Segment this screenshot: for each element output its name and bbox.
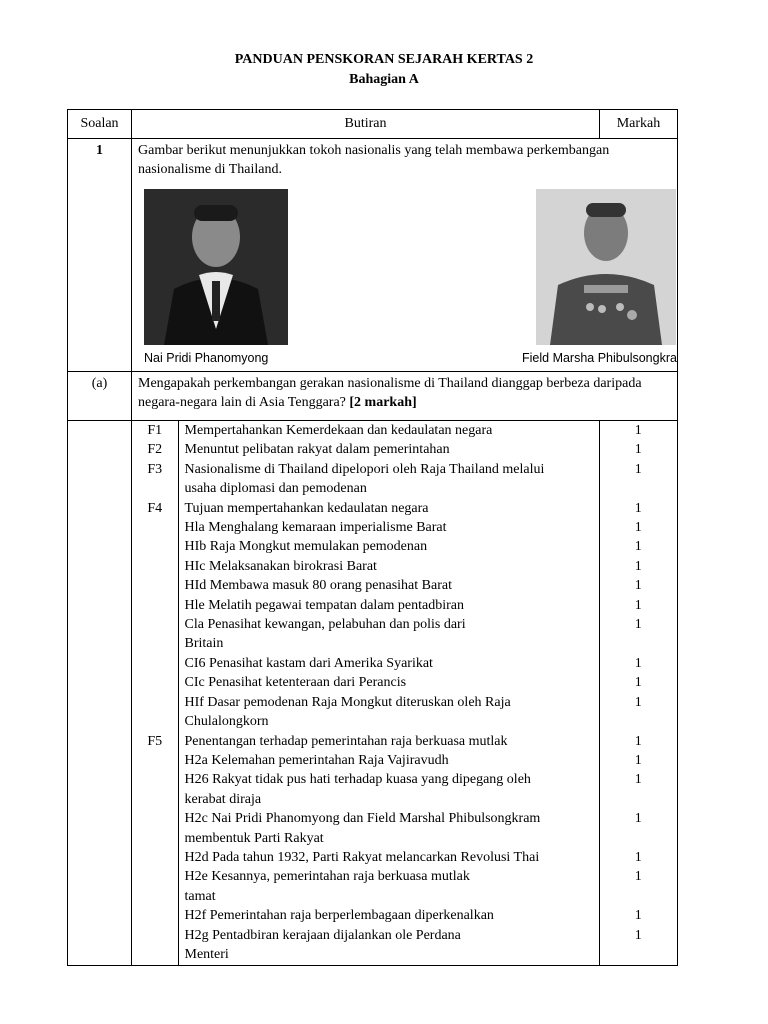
answer-code — [132, 576, 178, 595]
answer-code: F5 — [147, 733, 163, 749]
subquestion-marks: [2 markah] — [349, 395, 417, 410]
answer-row — [132, 460, 677, 479]
answer-row — [132, 732, 677, 751]
answer-text: HIb Raja Mongkut memulakan pemodenan — [178, 537, 599, 556]
answer-text: Britain — [178, 634, 599, 653]
table-header-row — [68, 110, 678, 139]
answer-row — [132, 770, 677, 789]
answer-mark — [599, 945, 677, 965]
scoring-table — [67, 109, 678, 966]
answer-code — [132, 596, 178, 615]
answers-cell — [132, 421, 678, 966]
portrait-photo-pridi — [144, 189, 288, 345]
section-subtitle: Bahagian A — [349, 72, 419, 87]
photo-area — [138, 179, 677, 367]
answer-code — [132, 848, 178, 867]
portrait-photo-phibulsongkram — [536, 189, 676, 345]
answer-text: usaha diplomasi dan pemodenan — [178, 479, 599, 498]
answer-row — [132, 790, 677, 809]
subquestion-row — [68, 372, 678, 421]
answer-text: H2e Kesannya, pemerintahan raja berkuasa mutlak — [178, 867, 599, 886]
answer-row — [132, 537, 677, 556]
answer-mark: 1 — [634, 442, 642, 458]
answer-row — [132, 673, 677, 692]
answer-row — [132, 945, 677, 965]
answer-code — [132, 770, 178, 789]
answer-mark — [599, 790, 677, 809]
answer-mark: 1 — [634, 849, 642, 865]
answer-text: Nasionalisme di Thailand dipelopori oleh Raja Thailand melalui — [178, 460, 599, 479]
answer-code — [132, 887, 178, 906]
answer-text: tamat — [178, 887, 599, 906]
answer-code — [132, 712, 178, 731]
answer-text: Hle Melatih pegawai tempatan dalam pentadbiran — [178, 596, 599, 615]
answer-mark: 1 — [634, 927, 642, 943]
document-title: PANDUAN PENSKORAN SEJARAH KERTAS 2 — [234, 52, 534, 67]
caption-phibulsongkram: Field Marsha Phibulsongkra — [522, 351, 677, 365]
answer-row — [132, 518, 677, 537]
answer-mark: 1 — [634, 675, 642, 691]
header-markah: Markah — [600, 110, 678, 139]
answer-mark: 1 — [634, 733, 642, 749]
answer-code — [132, 867, 178, 886]
answer-code — [132, 809, 178, 828]
answer-mark: 1 — [634, 558, 642, 574]
answer-mark: 1 — [634, 869, 642, 885]
answer-mark — [599, 829, 677, 848]
answer-text: HIf Dasar pemodenan Raja Mongkut diteruskan oleh Raja — [178, 693, 599, 712]
answer-code — [132, 790, 178, 809]
answer-text: HId Membawa masuk 80 orang penasihat Barat — [178, 576, 599, 595]
answer-code — [132, 654, 178, 673]
answer-mark: 1 — [634, 597, 642, 613]
answer-mark: 1 — [634, 617, 642, 633]
answer-text: H26 Rakyat tidak pus hati terhadap kuasa yang dipegang oleh — [178, 770, 599, 789]
answer-mark: 1 — [634, 908, 642, 924]
answer-text: Penentangan terhadap pemerintahan raja berkuasa mutlak — [178, 732, 599, 751]
answer-mark: 1 — [634, 423, 642, 438]
answer-row — [132, 926, 677, 945]
caption-pridi: Nai Pridi Phanomyong — [144, 351, 269, 365]
answer-text: H2d Pada tahun 1932, Parti Rakyat melancarkan Revolusi Thai — [178, 848, 599, 867]
answer-list — [132, 421, 677, 965]
answer-text: Mempertahankan Kemerdekaan dan kedaulatan negara — [178, 421, 599, 440]
answer-code — [132, 615, 178, 634]
answer-row — [132, 809, 677, 828]
answer-row — [132, 576, 677, 595]
answer-text: H2a Kelemahan pemerintahan Raja Vajiravudh — [178, 751, 599, 770]
answer-text: Cla Penasihat kewangan, pelabuhan dan polis dari — [178, 615, 599, 634]
answer-text: Tujuan mempertahankan kedaulatan negara — [178, 499, 599, 518]
answer-text: HIc Melaksanakan birokrasi Barat — [178, 557, 599, 576]
answer-code — [132, 829, 178, 848]
answer-code — [132, 693, 178, 712]
subquestion-label: (a) — [68, 372, 132, 421]
answer-row — [132, 479, 677, 498]
answer-code: F3 — [147, 461, 163, 477]
answer-row — [132, 751, 677, 770]
answer-mark: 1 — [634, 655, 642, 671]
answers-blank-cell — [68, 421, 132, 966]
answer-text: H2g Pentadbiran kerajaan dijalankan ole Perdana — [178, 926, 599, 945]
answer-code — [132, 518, 178, 537]
answer-row — [132, 499, 677, 518]
answer-text: H2f Pemerintahan raja berperlembagaan diperkenalkan — [178, 906, 599, 925]
answers-row — [68, 421, 678, 966]
answer-text: Hla Menghalang kemaraan imperialisme Barat — [178, 518, 599, 537]
answer-mark — [599, 712, 677, 731]
answer-code: F1 — [147, 423, 163, 438]
subquestion-cell — [132, 372, 678, 421]
answer-code — [132, 926, 178, 945]
answer-code — [132, 906, 178, 925]
answer-code: F2 — [147, 442, 163, 458]
answer-mark: 1 — [634, 461, 642, 477]
answer-mark: 1 — [634, 752, 642, 768]
answer-code — [132, 945, 178, 965]
answer-mark — [599, 887, 677, 906]
answer-mark: 1 — [634, 772, 642, 788]
answer-row — [132, 829, 677, 848]
answer-text: kerabat diraja — [178, 790, 599, 809]
answer-code — [132, 537, 178, 556]
answer-text: H2c Nai Pridi Phanomyong dan Field Marshal Phibulsongkram — [178, 809, 599, 828]
answer-row — [132, 440, 677, 459]
answer-code — [132, 751, 178, 770]
answer-row — [132, 596, 677, 615]
header-butiran: Butiran — [132, 110, 600, 139]
answer-text: Menuntut pelibatan rakyat dalam pemerintahan — [178, 440, 599, 459]
answer-mark — [599, 479, 677, 498]
answer-row — [132, 634, 677, 653]
question-cell — [132, 139, 678, 372]
question-text: Gambar berikut menunjukkan tokoh nasionalis yang telah membawa perkembangan nasionalisme di Thailand. — [138, 143, 610, 177]
answer-row — [132, 654, 677, 673]
answer-code — [132, 673, 178, 692]
answer-text: Menteri — [178, 945, 599, 965]
answer-row — [132, 615, 677, 634]
answer-mark — [599, 634, 677, 653]
answer-text: CIc Penasihat ketenteraan dari Perancis — [178, 673, 599, 692]
answer-row — [132, 867, 677, 886]
answer-text: Chulalongkorn — [178, 712, 599, 731]
answer-mark: 1 — [634, 520, 642, 536]
answer-row — [132, 693, 677, 712]
question-number: 1 — [68, 139, 132, 372]
answer-code — [132, 634, 178, 653]
answer-row — [132, 906, 677, 925]
subquestion-text: Mengapakah perkembangan gerakan nasionalisme di Thailand dianggap berbeza daripada negara-negara lain di Asia Tenggara? — [138, 376, 642, 410]
answer-code: F4 — [147, 500, 163, 516]
header-soalan: Soalan — [68, 110, 132, 139]
answer-code — [132, 557, 178, 576]
answer-row — [132, 848, 677, 867]
answer-mark: 1 — [634, 500, 642, 516]
answer-row — [132, 712, 677, 731]
answer-mark: 1 — [634, 811, 642, 827]
answer-text: CI6 Penasihat kastam dari Amerika Syarikat — [178, 654, 599, 673]
answer-row — [132, 557, 677, 576]
answer-mark: 1 — [634, 694, 642, 710]
answer-row — [132, 887, 677, 906]
answer-row — [132, 421, 677, 440]
answer-mark: 1 — [634, 539, 642, 555]
answer-code — [132, 479, 178, 498]
answer-mark: 1 — [634, 578, 642, 594]
question-row — [68, 139, 678, 372]
answer-text: membentuk Parti Rakyat — [178, 829, 599, 848]
